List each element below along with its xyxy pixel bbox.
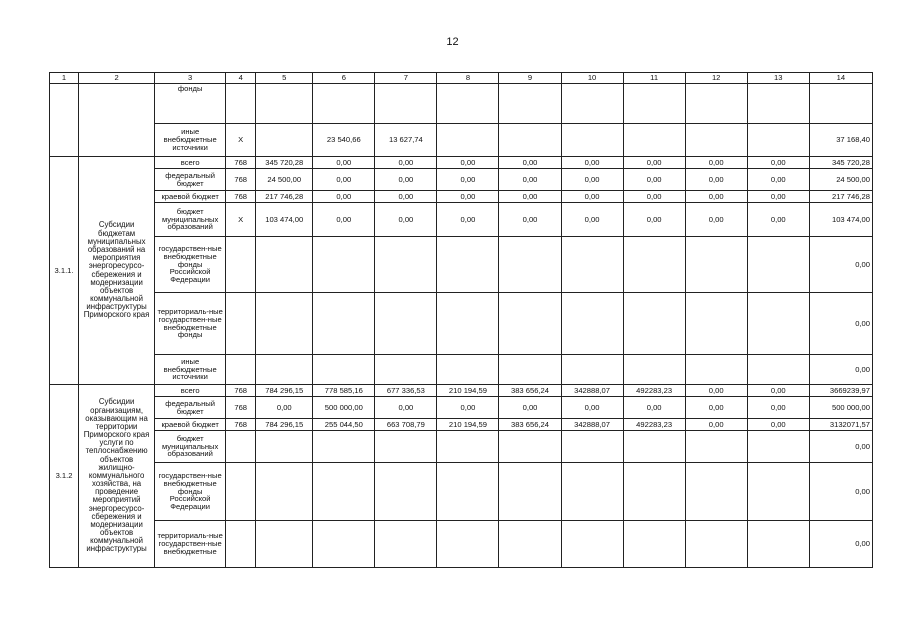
header-cell: 13 bbox=[747, 73, 809, 84]
value-cell: 217 746,28 bbox=[809, 191, 872, 203]
value-cell: 0,00 bbox=[809, 237, 872, 293]
table-row bbox=[50, 355, 873, 385]
table-row bbox=[50, 521, 873, 568]
value-cell: 778 585,16 bbox=[313, 385, 375, 397]
row-name-cell: Субсидии бюджетам муниципальных образований на мероприятия энергоресурсо-сбережения и модернизации объектов коммунальной инфраструктуры Приморского края bbox=[79, 157, 155, 385]
source-cell: всего bbox=[155, 157, 226, 169]
value-cell: 784 296,15 bbox=[256, 419, 313, 431]
header-cell: 7 bbox=[375, 73, 437, 84]
code-cell: X bbox=[226, 124, 256, 157]
table-row bbox=[50, 157, 873, 169]
source-cell: фонды bbox=[155, 84, 226, 124]
value-cell bbox=[375, 293, 437, 355]
value-cell bbox=[437, 463, 499, 521]
value-cell bbox=[256, 124, 313, 157]
value-cell bbox=[747, 124, 809, 157]
value-cell: 345 720,28 bbox=[809, 157, 872, 169]
source-cell: бюджет муниципальных образований bbox=[155, 431, 226, 463]
value-cell: 210 194,59 bbox=[437, 385, 499, 397]
source-cell: государствен-ные внебюджетные фонды Российской Федерации bbox=[155, 237, 226, 293]
table-row bbox=[50, 203, 873, 237]
table-row bbox=[50, 191, 873, 203]
value-cell: 0,00 bbox=[375, 191, 437, 203]
source-cell: территориаль-ные государствен-ные внебюджетные фонды bbox=[155, 293, 226, 355]
value-cell: 0,00 bbox=[313, 191, 375, 203]
value-cell: 0,00 bbox=[623, 157, 685, 169]
value-cell: 500 000,00 bbox=[313, 397, 375, 419]
value-cell bbox=[623, 431, 685, 463]
value-cell bbox=[256, 237, 313, 293]
value-cell: 3669239,97 bbox=[809, 385, 872, 397]
value-cell: 0,00 bbox=[313, 157, 375, 169]
value-cell: 0,00 bbox=[747, 397, 809, 419]
value-cell: 0,00 bbox=[623, 397, 685, 419]
value-cell bbox=[313, 84, 375, 124]
value-cell: 23 540,66 bbox=[313, 124, 375, 157]
value-cell bbox=[747, 431, 809, 463]
value-cell: 0,00 bbox=[561, 203, 623, 237]
value-cell bbox=[685, 84, 747, 124]
value-cell bbox=[685, 293, 747, 355]
value-cell bbox=[747, 84, 809, 124]
value-cell bbox=[747, 355, 809, 385]
code-cell: 768 bbox=[226, 385, 256, 397]
value-cell bbox=[313, 293, 375, 355]
value-cell bbox=[375, 84, 437, 124]
value-cell bbox=[313, 237, 375, 293]
header-cell: 8 bbox=[437, 73, 499, 84]
value-cell: 0,00 bbox=[437, 169, 499, 191]
value-cell: 24 500,00 bbox=[256, 169, 313, 191]
value-cell: 0,00 bbox=[256, 397, 313, 419]
value-cell bbox=[313, 463, 375, 521]
value-cell bbox=[623, 124, 685, 157]
header-cell: 1 bbox=[50, 73, 79, 84]
value-cell: 0,00 bbox=[375, 203, 437, 237]
value-cell: 0,00 bbox=[499, 157, 561, 169]
value-cell bbox=[747, 521, 809, 568]
value-cell bbox=[437, 124, 499, 157]
value-cell bbox=[685, 355, 747, 385]
table-row bbox=[50, 169, 873, 191]
value-cell bbox=[375, 463, 437, 521]
value-cell bbox=[499, 521, 561, 568]
source-cell: территориаль-ные государствен-ные внебюджетные bbox=[155, 521, 226, 568]
value-cell bbox=[499, 84, 561, 124]
source-cell: краевой бюджет bbox=[155, 191, 226, 203]
row-code-cell bbox=[50, 84, 79, 157]
value-cell: 0,00 bbox=[809, 355, 872, 385]
value-cell bbox=[561, 124, 623, 157]
value-cell bbox=[747, 463, 809, 521]
value-cell: 0,00 bbox=[685, 385, 747, 397]
value-cell: 492283,23 bbox=[623, 419, 685, 431]
value-cell: 0,00 bbox=[623, 191, 685, 203]
value-cell bbox=[313, 355, 375, 385]
value-cell: 342888,07 bbox=[561, 385, 623, 397]
value-cell bbox=[226, 84, 256, 124]
value-cell bbox=[375, 521, 437, 568]
table-row bbox=[50, 124, 873, 157]
code-cell: 768 bbox=[226, 191, 256, 203]
value-cell: 0,00 bbox=[437, 397, 499, 419]
value-cell: 24 500,00 bbox=[809, 169, 872, 191]
header-cell: 12 bbox=[685, 73, 747, 84]
value-cell bbox=[561, 84, 623, 124]
table-row bbox=[50, 463, 873, 521]
source-cell: федеральный бюджет bbox=[155, 169, 226, 191]
value-cell: 0,00 bbox=[685, 157, 747, 169]
value-cell: 0,00 bbox=[623, 169, 685, 191]
code-cell: X bbox=[226, 203, 256, 237]
code-cell: 768 bbox=[226, 157, 256, 169]
row-name-cell: Субсидии организациям, оказывающим на территории Приморского края услуги по теплоснабжению объектов жилищно-коммунального хозяйства, на проведение мероприятий энергоресурсо-сбережения и модернизации объектов коммунальной инфраструктуры bbox=[79, 385, 155, 568]
value-cell: 383 656,24 bbox=[499, 385, 561, 397]
value-cell: 0,00 bbox=[809, 293, 872, 355]
budget-table bbox=[49, 72, 873, 568]
header-cell: 11 bbox=[623, 73, 685, 84]
page-number: 12 bbox=[446, 36, 459, 48]
value-cell: 0,00 bbox=[561, 157, 623, 169]
value-cell bbox=[623, 463, 685, 521]
header-cell: 3 bbox=[155, 73, 226, 84]
value-cell bbox=[623, 84, 685, 124]
value-cell bbox=[685, 431, 747, 463]
row-code-cell: 3.1.1. bbox=[50, 157, 79, 385]
value-cell bbox=[437, 431, 499, 463]
value-cell bbox=[499, 355, 561, 385]
value-cell: 0,00 bbox=[437, 157, 499, 169]
value-cell bbox=[561, 463, 623, 521]
value-cell: 784 296,15 bbox=[256, 385, 313, 397]
source-cell: бюджет муниципальных образований bbox=[155, 203, 226, 237]
header-cell: 6 bbox=[313, 73, 375, 84]
value-cell bbox=[499, 237, 561, 293]
value-cell: 0,00 bbox=[499, 191, 561, 203]
value-cell bbox=[437, 355, 499, 385]
value-cell bbox=[623, 237, 685, 293]
value-cell: 0,00 bbox=[685, 169, 747, 191]
value-cell: 0,00 bbox=[437, 203, 499, 237]
value-cell: 210 194,59 bbox=[437, 419, 499, 431]
code-cell bbox=[226, 521, 256, 568]
value-cell: 13 627,74 bbox=[375, 124, 437, 157]
value-cell bbox=[375, 237, 437, 293]
value-cell bbox=[256, 84, 313, 124]
header-cell: 4 bbox=[226, 73, 256, 84]
row-name-cell bbox=[79, 84, 155, 157]
value-cell: 0,00 bbox=[313, 169, 375, 191]
value-cell bbox=[623, 521, 685, 568]
value-cell bbox=[685, 521, 747, 568]
code-cell: 768 bbox=[226, 397, 256, 419]
header-cell: 2 bbox=[79, 73, 155, 84]
value-cell bbox=[623, 355, 685, 385]
value-cell bbox=[499, 293, 561, 355]
value-cell: 345 720,28 bbox=[256, 157, 313, 169]
value-cell: 342888,07 bbox=[561, 419, 623, 431]
value-cell: 0,00 bbox=[313, 203, 375, 237]
value-cell: 492283,23 bbox=[623, 385, 685, 397]
value-cell bbox=[256, 431, 313, 463]
value-cell: 0,00 bbox=[375, 169, 437, 191]
value-cell: 0,00 bbox=[809, 521, 872, 568]
code-cell bbox=[226, 237, 256, 293]
value-cell bbox=[375, 355, 437, 385]
value-cell: 37 168,40 bbox=[809, 124, 872, 157]
value-cell bbox=[256, 355, 313, 385]
value-cell bbox=[747, 237, 809, 293]
header-cell: 10 bbox=[561, 73, 623, 84]
value-cell: 0,00 bbox=[685, 191, 747, 203]
table-row bbox=[50, 237, 873, 293]
header-cell: 5 bbox=[256, 73, 313, 84]
value-cell: 0,00 bbox=[747, 169, 809, 191]
value-cell bbox=[809, 84, 872, 124]
value-cell bbox=[437, 84, 499, 124]
source-cell: федеральный бюджет bbox=[155, 397, 226, 419]
value-cell bbox=[623, 293, 685, 355]
row-code-cell: 3.1.2 bbox=[50, 385, 79, 568]
value-cell: 0,00 bbox=[561, 169, 623, 191]
value-cell: 663 708,79 bbox=[375, 419, 437, 431]
table-row bbox=[50, 431, 873, 463]
value-cell bbox=[437, 293, 499, 355]
value-cell: 383 656,24 bbox=[499, 419, 561, 431]
value-cell bbox=[747, 293, 809, 355]
value-cell bbox=[437, 521, 499, 568]
value-cell: 0,00 bbox=[685, 203, 747, 237]
value-cell bbox=[561, 237, 623, 293]
value-cell bbox=[256, 293, 313, 355]
value-cell: 0,00 bbox=[747, 203, 809, 237]
value-cell bbox=[313, 521, 375, 568]
value-cell bbox=[561, 521, 623, 568]
value-cell: 0,00 bbox=[685, 397, 747, 419]
header-cell: 9 bbox=[499, 73, 561, 84]
value-cell: 0,00 bbox=[809, 431, 872, 463]
value-cell bbox=[256, 521, 313, 568]
value-cell bbox=[499, 124, 561, 157]
value-cell: 3132071,57 bbox=[809, 419, 872, 431]
table-row bbox=[50, 397, 873, 419]
value-cell: 0,00 bbox=[499, 169, 561, 191]
value-cell: 500 000,00 bbox=[809, 397, 872, 419]
value-cell bbox=[437, 237, 499, 293]
value-cell bbox=[685, 463, 747, 521]
source-cell: иные внебюджетные источники bbox=[155, 124, 226, 157]
header-cell: 14 bbox=[809, 73, 872, 84]
value-cell bbox=[499, 431, 561, 463]
source-cell: государствен-ные внебюджетные фонды Российской Федерации bbox=[155, 463, 226, 521]
code-cell: 768 bbox=[226, 419, 256, 431]
value-cell: 0,00 bbox=[499, 203, 561, 237]
value-cell: 0,00 bbox=[685, 419, 747, 431]
value-cell: 0,00 bbox=[561, 397, 623, 419]
value-cell bbox=[561, 355, 623, 385]
value-cell bbox=[375, 431, 437, 463]
value-cell bbox=[685, 124, 747, 157]
value-cell: 677 336,53 bbox=[375, 385, 437, 397]
value-cell bbox=[561, 293, 623, 355]
value-cell: 255 044,50 bbox=[313, 419, 375, 431]
value-cell: 0,00 bbox=[809, 463, 872, 521]
table-row bbox=[50, 293, 873, 355]
value-cell: 0,00 bbox=[747, 157, 809, 169]
code-cell: 768 bbox=[226, 169, 256, 191]
code-cell bbox=[226, 431, 256, 463]
value-cell: 0,00 bbox=[747, 191, 809, 203]
header-row bbox=[50, 73, 873, 84]
source-cell: всего bbox=[155, 385, 226, 397]
code-cell bbox=[226, 293, 256, 355]
value-cell bbox=[561, 431, 623, 463]
value-cell: 0,00 bbox=[499, 397, 561, 419]
table-row bbox=[50, 385, 873, 397]
value-cell: 103 474,00 bbox=[256, 203, 313, 237]
source-cell: иные внебюджетные источники bbox=[155, 355, 226, 385]
value-cell: 0,00 bbox=[747, 385, 809, 397]
value-cell bbox=[499, 463, 561, 521]
value-cell bbox=[313, 431, 375, 463]
value-cell: 0,00 bbox=[375, 397, 437, 419]
code-cell bbox=[226, 463, 256, 521]
value-cell: 103 474,00 bbox=[809, 203, 872, 237]
value-cell: 0,00 bbox=[623, 203, 685, 237]
table-row bbox=[50, 419, 873, 431]
value-cell bbox=[685, 237, 747, 293]
value-cell: 0,00 bbox=[375, 157, 437, 169]
source-cell: краевой бюджет bbox=[155, 419, 226, 431]
value-cell: 0,00 bbox=[437, 191, 499, 203]
table-row bbox=[50, 84, 873, 124]
code-cell bbox=[226, 355, 256, 385]
value-cell bbox=[256, 463, 313, 521]
value-cell: 217 746,28 bbox=[256, 191, 313, 203]
value-cell: 0,00 bbox=[561, 191, 623, 203]
value-cell: 0,00 bbox=[747, 419, 809, 431]
